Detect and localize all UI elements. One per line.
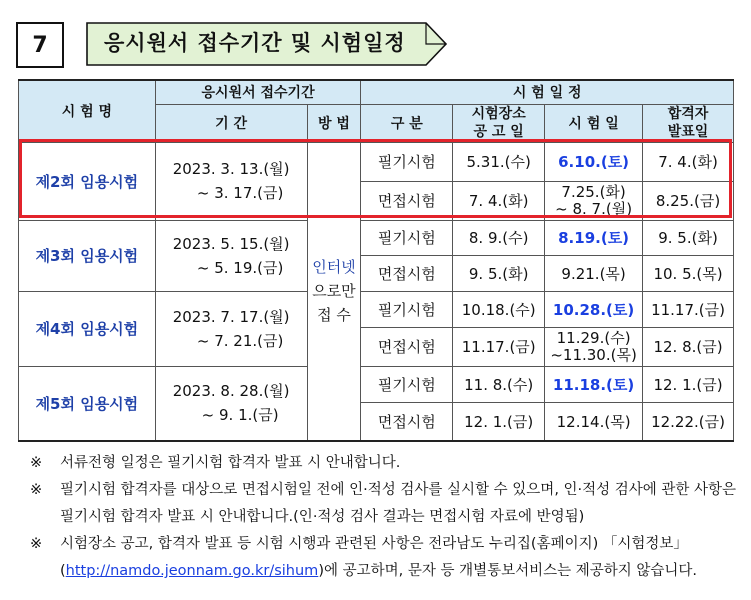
exam-date xyxy=(545,291,643,327)
note-item xyxy=(18,477,748,531)
table-row xyxy=(19,291,734,327)
notice-date: 11. 8.(수) xyxy=(453,366,545,402)
notice-date: 11.17.(금) xyxy=(453,327,545,366)
table-row xyxy=(19,366,734,402)
exam-schedule-table xyxy=(18,79,734,442)
method-text: 접 수 xyxy=(317,306,351,325)
result-date: 7. 4.(화) xyxy=(643,142,734,181)
notice-date: 7. 4.(화) xyxy=(453,181,545,220)
stage-type: 필기시험 xyxy=(361,220,453,255)
result-date: 8.25.(금) xyxy=(643,181,734,220)
section-title-box xyxy=(86,22,446,64)
exam-date-line: 10.28.(토) xyxy=(552,300,635,319)
section-title: 응시원서 접수기간 및 시험일정 xyxy=(104,31,406,55)
exam-date-line: 9.21.(목) xyxy=(561,264,626,283)
period-start: 2023. 3. 13.(월) xyxy=(172,160,290,178)
exam-name: 제2회 임용시험 xyxy=(19,142,156,220)
period-end: ~ 5. 19.(금) xyxy=(196,258,284,277)
note-mark: ※ xyxy=(30,482,43,498)
exam-date-line: 12.14.(목) xyxy=(556,412,631,431)
exam-name: 제5회 임용시험 xyxy=(19,366,156,441)
header-exam-date: 시 험 일 xyxy=(545,104,643,142)
exam-date-line: ~ 8. 7.(월) xyxy=(555,199,633,218)
method-text: 인터넷 xyxy=(312,258,356,277)
header-type: 구 분 xyxy=(361,104,453,142)
header-schedule: 시 험 일 정 xyxy=(361,80,734,104)
note-mark: ※ xyxy=(30,536,43,552)
notice-date: 9. 5.(화) xyxy=(453,255,545,291)
exam-date xyxy=(545,220,643,255)
note-item xyxy=(18,450,748,477)
stage-type: 면접시험 xyxy=(361,402,453,441)
period-end: ~ 3. 17.(금) xyxy=(196,184,284,202)
method-text: 으로만 xyxy=(312,282,356,301)
exam-date xyxy=(545,366,643,402)
exam-name: 제3회 임용시험 xyxy=(19,220,156,291)
header-result-date: 합격자 발표일 xyxy=(643,104,734,142)
note-text: 서류전형 일정은 필기시험 합격자 발표 시 안내합니다. xyxy=(60,455,401,471)
header-method: 방 법 xyxy=(307,104,361,142)
highlight-box-round2 xyxy=(19,139,732,218)
exam-info-link[interactable]: http://namdo.jeonnam.go.kr/sihum xyxy=(65,563,319,579)
table-row xyxy=(19,220,734,255)
notice-date: 12. 1.(금) xyxy=(453,402,545,441)
period-end: ~ 7. 21.(금) xyxy=(196,331,284,350)
stage-type: 면접시험 xyxy=(361,327,453,366)
exam-name: 제4회 임용시험 xyxy=(19,291,156,366)
exam-date-line: ~11.30.(목) xyxy=(550,345,637,364)
result-date: 12. 1.(금) xyxy=(643,366,734,402)
stage-type: 면접시험 xyxy=(361,255,453,291)
period-start: 2023. 8. 28.(월) xyxy=(172,382,290,401)
notes-section xyxy=(18,450,748,585)
header-period: 기 간 xyxy=(155,104,307,142)
application-period xyxy=(155,366,307,441)
result-date: 11.17.(금) xyxy=(643,291,734,327)
result-date: 9. 5.(화) xyxy=(643,220,734,255)
note-text: 필기시험 합격자를 대상으로 면접시험일 전에 인·적성 검사를 실시할 수 있으며, 인·적성 검사에 관한 사항은 필기시험 합격자 발표 시 안내합니다.(인·적성 검사 결과는 면접시험 자료에 반영됨) xyxy=(60,482,737,525)
stage-type: 면접시험 xyxy=(361,181,453,220)
result-date: 12. 8.(금) xyxy=(643,327,734,366)
stage-type: 필기시험 xyxy=(361,291,453,327)
header-notice-date: 시험장소 공 고 일 xyxy=(453,104,545,142)
period-start: 2023. 7. 17.(월) xyxy=(172,307,290,326)
application-period xyxy=(155,291,307,366)
section-number: 7 xyxy=(16,22,64,68)
note-item xyxy=(18,531,748,585)
header-exam-name: 시 험 명 xyxy=(19,80,156,142)
period-end: ~ 9. 1.(금) xyxy=(201,406,279,425)
note-mark: ※ xyxy=(30,455,43,471)
section-heading xyxy=(16,22,456,68)
stage-type: 필기시험 xyxy=(361,142,453,181)
exam-date-line: 6.10.(토) xyxy=(558,153,630,171)
exam-date-line: 11.18.(토) xyxy=(552,375,635,394)
header-application: 응시원서 접수기간 xyxy=(155,80,361,104)
exam-date-line: 8.19.(토) xyxy=(558,229,630,247)
result-date: 10. 5.(목) xyxy=(643,255,734,291)
period-start: 2023. 5. 15.(월) xyxy=(172,234,290,253)
result-date: 12.22.(금) xyxy=(643,402,734,441)
notice-date: 10.18.(수) xyxy=(453,291,545,327)
notice-date: 5.31.(수) xyxy=(453,142,545,181)
exam-date xyxy=(545,327,643,366)
application-period xyxy=(155,220,307,291)
exam-date xyxy=(545,402,643,441)
stage-type: 필기시험 xyxy=(361,366,453,402)
exam-date xyxy=(545,255,643,291)
notice-date: 8. 9.(수) xyxy=(453,220,545,255)
exam-date-line: 7.25.(화) xyxy=(561,182,626,201)
exam-date-line: 11.29.(수) xyxy=(556,328,631,347)
note-text: 시험장소 공고, 합격자 발표 등 시험 시행과 관련된 사항은 전라남도 누리집(홈페이지) 「시험정보」(http://namdo.jeonnam.go.kr/sihum)에 공고하며, 문자 등 개별통보서비스는 제공하지 않습니다. xyxy=(60,536,698,579)
